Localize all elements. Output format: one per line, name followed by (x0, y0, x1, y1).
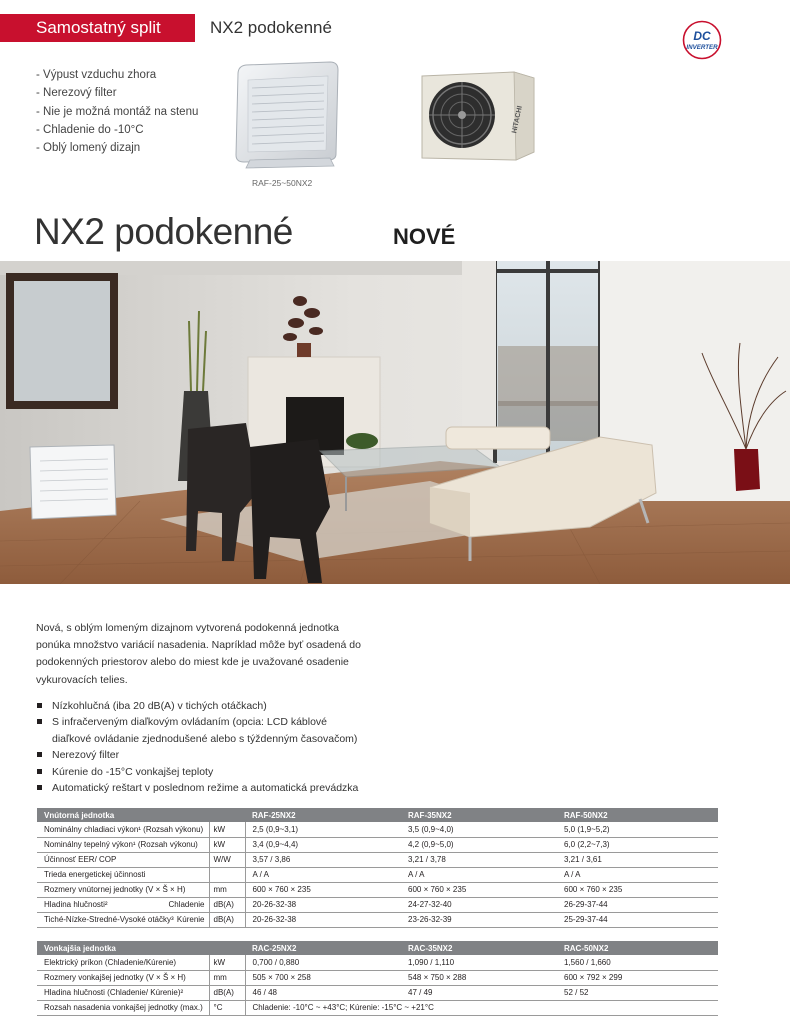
row-label: Účinnosť EER/ COP (37, 852, 209, 867)
row-value: 2,5 (0,9~3,1) (245, 822, 401, 837)
row-value: A / A (557, 867, 718, 882)
row-label: Rozmery vnútornej jednotky (V × Š × H) (37, 882, 209, 897)
intro-paragraph (36, 620, 376, 689)
benefit-item: Automatický reštart v poslednom režime a automatická prevádzka (36, 780, 416, 796)
row-unit: mm (209, 970, 245, 985)
intro-line: ponúka množstvo variácií nasadenia. Napríklad môže byť osadená do (36, 639, 361, 652)
table-row (37, 882, 718, 897)
row-label (37, 912, 209, 927)
row-value: 505 × 700 × 258 (245, 970, 401, 985)
table-header-cell: RAC-25NX2 (245, 941, 401, 955)
row-label: Rozsah nasadenia vonkajšej jednotky (max.) (37, 1000, 209, 1015)
outdoor-spec-table (37, 941, 718, 1016)
row-unit: kW (209, 837, 245, 852)
row-value: 23-26-32-39 (401, 912, 557, 927)
table-header-cell: RAF-25NX2 (245, 808, 401, 822)
row-value: 548 × 750 × 288 (401, 970, 557, 985)
category-banner: Samostatný split (0, 14, 195, 42)
row-value: Chladenie: -10°C ~ +43°C; Kúrenie: -15°C ~ +21°C (245, 1000, 718, 1015)
feature-item: - Nie je možná montáž na stenu (36, 103, 198, 121)
row-label: Nominálny chladiaci výkon¹ (Rozsah výkonu) (37, 822, 209, 837)
table-header-row (37, 808, 718, 822)
row-unit: dB(A) (209, 912, 245, 927)
logo-top-text: DC (693, 29, 711, 43)
table-header-cell: RAF-50NX2 (557, 808, 718, 822)
row-unit: dB(A) (209, 897, 245, 912)
row-value: 52 / 52 (557, 985, 718, 1000)
table-header-cell: RAC-35NX2 (401, 941, 557, 955)
row-label-text: Tiché-Nízke-Stredné-Vysoké otáčky³ (44, 915, 174, 924)
row-value: 26-29-37-44 (557, 897, 718, 912)
table-row (37, 955, 718, 970)
row-value: A / A (245, 867, 401, 882)
row-label-text: Hladina hlučnosti² (44, 900, 108, 909)
row-unit: °C (209, 1000, 245, 1015)
outdoor-brand-label: HITACHI (511, 105, 524, 135)
row-label: Nominálny tepelný výkon¹ (Rozsah výkonu) (37, 837, 209, 852)
table-row (37, 852, 718, 867)
feature-list (36, 66, 198, 157)
row-value: 1,560 / 1,660 (557, 955, 718, 970)
row-value: 3,21 / 3,61 (557, 852, 718, 867)
benefit-list (36, 698, 416, 796)
row-value: 3,4 (0,9~4,4) (245, 837, 401, 852)
benefit-item: Nerezový filter (36, 747, 416, 763)
intro-line: vykurovacích telies. (36, 673, 128, 686)
feature-item: - Nerezový filter (36, 84, 198, 102)
row-label: Trieda energetickej účinnosti (37, 867, 209, 882)
feature-item: - Chladenie do -10°C (36, 121, 198, 139)
row-unit: kW (209, 822, 245, 837)
table-header-row (37, 941, 718, 955)
row-value: 600 × 760 × 235 (401, 882, 557, 897)
benefit-item: Nízkohlučná (iba 20 dB(A) v tichých otáčkach) (36, 698, 416, 714)
row-unit: kW (209, 955, 245, 970)
row-value: 1,090 / 1,110 (401, 955, 557, 970)
row-value: 20-26-32-38 (245, 897, 401, 912)
row-value: 600 × 760 × 235 (557, 882, 718, 897)
table-row (37, 912, 718, 927)
outdoor-unit-image (418, 68, 536, 162)
row-value: 3,57 / 3,86 (245, 852, 401, 867)
logo-bottom-text: INVERTER (686, 44, 718, 51)
benefit-item: S infračerveným diaľkovým ovládaním (opcia: LCD káblové (36, 714, 416, 730)
indoor-spec-table (37, 808, 718, 928)
row-value: 25-29-37-44 (557, 912, 718, 927)
table-row (37, 970, 718, 985)
table-header-cell: RAF-35NX2 (401, 808, 557, 822)
model-line-heading: NX2 podokenné (210, 18, 332, 37)
room-photo (0, 261, 790, 584)
new-badge: NOVÉ (393, 224, 456, 249)
table-row (37, 985, 718, 1000)
row-value: 0,700 / 0,880 (245, 955, 401, 970)
row-label: Elektrický príkon (Chladenie/Kúrenie) (37, 955, 209, 970)
row-value: 3,5 (0,9~4,0) (401, 822, 557, 837)
row-value: 24-27-32-40 (401, 897, 557, 912)
dc-inverter-logo (682, 20, 722, 60)
table-row (37, 1000, 718, 1015)
benefit-item-continuation: diaľkové ovládanie zjednodušené alebo s týždenným časovačom) (52, 732, 358, 745)
row-label: Hladina hlučnosti (Chladenie/ Kúrenie)² (37, 985, 209, 1000)
row-unit: W/W (209, 852, 245, 867)
row-value: A / A (401, 867, 557, 882)
page-title: NX2 podokenné (34, 211, 293, 252)
row-value: 46 / 48 (245, 985, 401, 1000)
row-value: 4,2 (0,9~5,0) (401, 837, 557, 852)
row-label (37, 897, 209, 912)
benefit-item: Kúrenie do -15°C vonkajšej teploty (36, 764, 416, 780)
table-row (37, 867, 718, 882)
row-unit (209, 867, 245, 882)
table-header-cell: Vnútorná jednotka (37, 808, 245, 822)
row-value: 600 × 760 × 235 (245, 882, 401, 897)
row-unit: dB(A) (209, 985, 245, 1000)
row-value: 20-26-32-38 (245, 912, 401, 927)
feature-item: - Výpust vzduchu zhora (36, 66, 198, 84)
intro-line: Nová, s oblým lomeným dizajnom vytvorená podokenná jednotka (36, 622, 339, 634)
row-value: 6,0 (2,2~7,3) (557, 837, 718, 852)
table-row (37, 897, 718, 912)
row-unit: mm (209, 882, 245, 897)
table-header-cell: RAC-50NX2 (557, 941, 718, 955)
row-value: 600 × 792 × 299 (557, 970, 718, 985)
intro-line: podokenných priestorov alebo do miest kde je uvažované osadenie (36, 656, 349, 669)
row-label: Rozmery vonkajšej jednotky (V × Š × H) (37, 970, 209, 985)
table-row (37, 822, 718, 837)
row-value: 3,21 / 3,78 (401, 852, 557, 867)
row-value: 5,0 (1,9~5,2) (557, 822, 718, 837)
row-sublabel: Chladenie (168, 900, 205, 909)
table-header-cell: Vonkajšia jednotka (37, 941, 245, 955)
indoor-unit-caption: RAF-25~50NX2 (252, 178, 313, 188)
row-sublabel: Kúrenie (176, 915, 205, 924)
indoor-unit-image (230, 60, 342, 170)
table-row (37, 837, 718, 852)
feature-item: - Oblý lomený dizajn (36, 139, 198, 157)
row-value: 47 / 49 (401, 985, 557, 1000)
